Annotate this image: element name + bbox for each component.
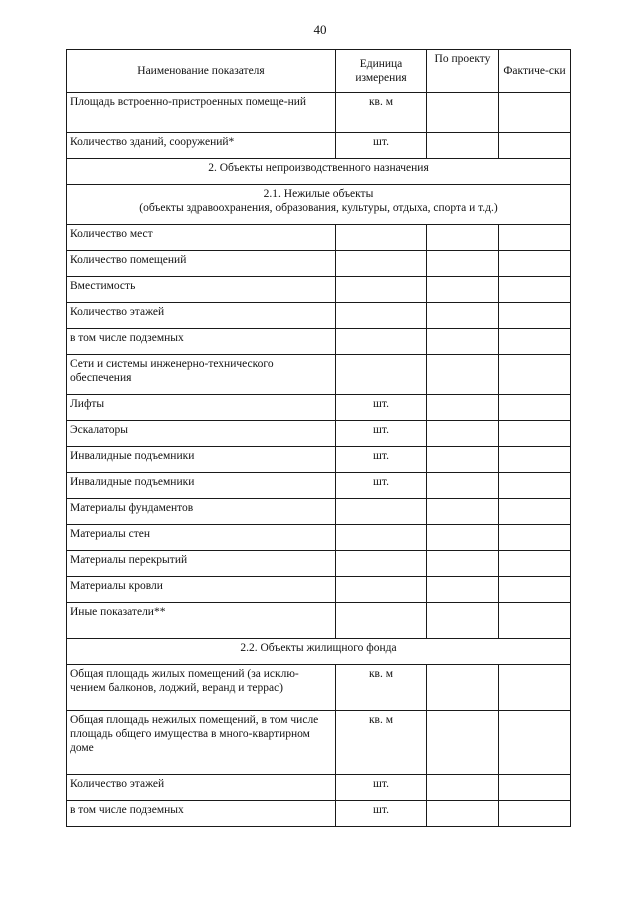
table-row: [67, 775, 571, 801]
project-value-cell[interactable]: [427, 577, 499, 603]
subsection-heading-row: [67, 185, 571, 225]
row-unit: шт.: [336, 421, 427, 447]
table-row: [67, 277, 571, 303]
table-row: [67, 447, 571, 473]
row-name: Площадь встроенно-пристроенных помеще-ний: [67, 93, 336, 133]
project-value-cell[interactable]: [427, 277, 499, 303]
project-value-cell[interactable]: [427, 665, 499, 711]
actual-value-cell[interactable]: [499, 421, 571, 447]
project-value-cell[interactable]: [427, 447, 499, 473]
table-row: [67, 225, 571, 251]
row-name: Инвалидные подъемники: [67, 447, 336, 473]
subsection-2-2-title: 2.2. Объекты жилищного фонда: [67, 639, 571, 665]
project-value-cell[interactable]: [427, 421, 499, 447]
row-name: Общая площадь жилых помещений (за исклю-чением балконов, лоджий, веранд и террас): [67, 665, 336, 711]
row-unit: шт.: [336, 473, 427, 499]
row-unit: шт.: [336, 447, 427, 473]
table-row: [67, 711, 571, 775]
project-value-cell[interactable]: [427, 499, 499, 525]
indicators-table: [66, 49, 571, 827]
actual-value-cell[interactable]: [499, 277, 571, 303]
row-unit: шт.: [336, 133, 427, 159]
table-row: [67, 473, 571, 499]
row-name: Материалы стен: [67, 525, 336, 551]
actual-value-cell[interactable]: [499, 473, 571, 499]
actual-value-cell[interactable]: [499, 133, 571, 159]
table-row: [67, 499, 571, 525]
subsection-2-1-subtitle: (объекты здравоохранения, образования, культуры, отдыха, спорта и т.д.): [139, 202, 498, 214]
header-unit: Единица измерения: [336, 50, 427, 93]
table-row: [67, 665, 571, 711]
table-row: [67, 395, 571, 421]
table-row: [67, 801, 571, 827]
actual-value-cell[interactable]: [499, 603, 571, 639]
section-2-title: 2. Объекты непроизводственного назначения: [67, 159, 571, 185]
table-row: [67, 303, 571, 329]
row-name: Количество помещений: [67, 251, 336, 277]
project-value-cell[interactable]: [427, 225, 499, 251]
row-unit: [336, 603, 427, 639]
table-row: [67, 551, 571, 577]
actual-value-cell[interactable]: [499, 225, 571, 251]
row-unit: кв. м: [336, 665, 427, 711]
project-value-cell[interactable]: [427, 251, 499, 277]
subsection-2-1-title: 2.1. Нежилые объекты: [263, 188, 374, 200]
table-header-row: [67, 50, 571, 93]
row-unit: [336, 251, 427, 277]
project-value-cell[interactable]: [427, 801, 499, 827]
project-value-cell[interactable]: [427, 303, 499, 329]
row-unit: [336, 499, 427, 525]
actual-value-cell[interactable]: [499, 577, 571, 603]
row-name: Лифты: [67, 395, 336, 421]
project-value-cell[interactable]: [427, 603, 499, 639]
project-value-cell[interactable]: [427, 551, 499, 577]
row-unit: [336, 355, 427, 395]
row-unit: [336, 329, 427, 355]
row-unit: [336, 277, 427, 303]
table-row: [67, 133, 571, 159]
row-name: в том числе подземных: [67, 801, 336, 827]
section-heading-row: [67, 159, 571, 185]
actual-value-cell[interactable]: [499, 447, 571, 473]
table-row: [67, 251, 571, 277]
table-row: [67, 603, 571, 639]
table-row: [67, 421, 571, 447]
project-value-cell[interactable]: [427, 395, 499, 421]
actual-value-cell[interactable]: [499, 665, 571, 711]
actual-value-cell[interactable]: [499, 551, 571, 577]
row-name: Количество этажей: [67, 303, 336, 329]
actual-value-cell[interactable]: [499, 801, 571, 827]
actual-value-cell[interactable]: [499, 355, 571, 395]
row-name: Эскалаторы: [67, 421, 336, 447]
project-value-cell[interactable]: [427, 93, 499, 133]
row-name: в том числе подземных: [67, 329, 336, 355]
row-name: Иные показатели**: [67, 603, 336, 639]
page-number: 40: [313, 22, 327, 37]
row-name: Общая площадь нежилых помещений, в том числе площадь общего имущества в много-квартирном доме: [67, 711, 336, 775]
project-value-cell[interactable]: [427, 775, 499, 801]
header-project: По проекту: [427, 50, 499, 93]
project-value-cell[interactable]: [427, 711, 499, 775]
table-row: [67, 577, 571, 603]
table-row: [67, 329, 571, 355]
row-unit: кв. м: [336, 93, 427, 133]
row-unit: [336, 525, 427, 551]
table-row: [67, 355, 571, 395]
actual-value-cell[interactable]: [499, 329, 571, 355]
actual-value-cell[interactable]: [499, 711, 571, 775]
row-name: Материалы перекрытий: [67, 551, 336, 577]
actual-value-cell[interactable]: [499, 251, 571, 277]
actual-value-cell[interactable]: [499, 775, 571, 801]
header-name: Наименование показателя: [67, 50, 336, 93]
row-unit: [336, 303, 427, 329]
actual-value-cell[interactable]: [499, 499, 571, 525]
row-unit: [336, 225, 427, 251]
row-unit: [336, 577, 427, 603]
project-value-cell[interactable]: [427, 525, 499, 551]
subsection-2-1-heading: [67, 185, 571, 225]
row-unit: шт.: [336, 395, 427, 421]
row-name: Количество мест: [67, 225, 336, 251]
actual-value-cell[interactable]: [499, 525, 571, 551]
row-name: Вместимость: [67, 277, 336, 303]
project-value-cell[interactable]: [427, 329, 499, 355]
actual-value-cell[interactable]: [499, 93, 571, 133]
row-name: Количество зданий, сооружений*: [67, 133, 336, 159]
subsection-heading-row: [67, 639, 571, 665]
header-actual: Фактиче-ски: [499, 50, 571, 93]
row-unit: кв. м: [336, 711, 427, 775]
row-unit: шт.: [336, 775, 427, 801]
row-name: Сети и системы инженерно-технического обеспечения: [67, 355, 336, 395]
project-value-cell[interactable]: [427, 355, 499, 395]
actual-value-cell[interactable]: [499, 395, 571, 421]
row-unit: [336, 551, 427, 577]
project-value-cell[interactable]: [427, 473, 499, 499]
row-name: Материалы кровли: [67, 577, 336, 603]
table-row: [67, 525, 571, 551]
row-name: Материалы фундаментов: [67, 499, 336, 525]
row-name: Количество этажей: [67, 775, 336, 801]
table-row: [67, 93, 571, 133]
actual-value-cell[interactable]: [499, 303, 571, 329]
row-name: Инвалидные подъемники: [67, 473, 336, 499]
row-unit: шт.: [336, 801, 427, 827]
project-value-cell[interactable]: [427, 133, 499, 159]
